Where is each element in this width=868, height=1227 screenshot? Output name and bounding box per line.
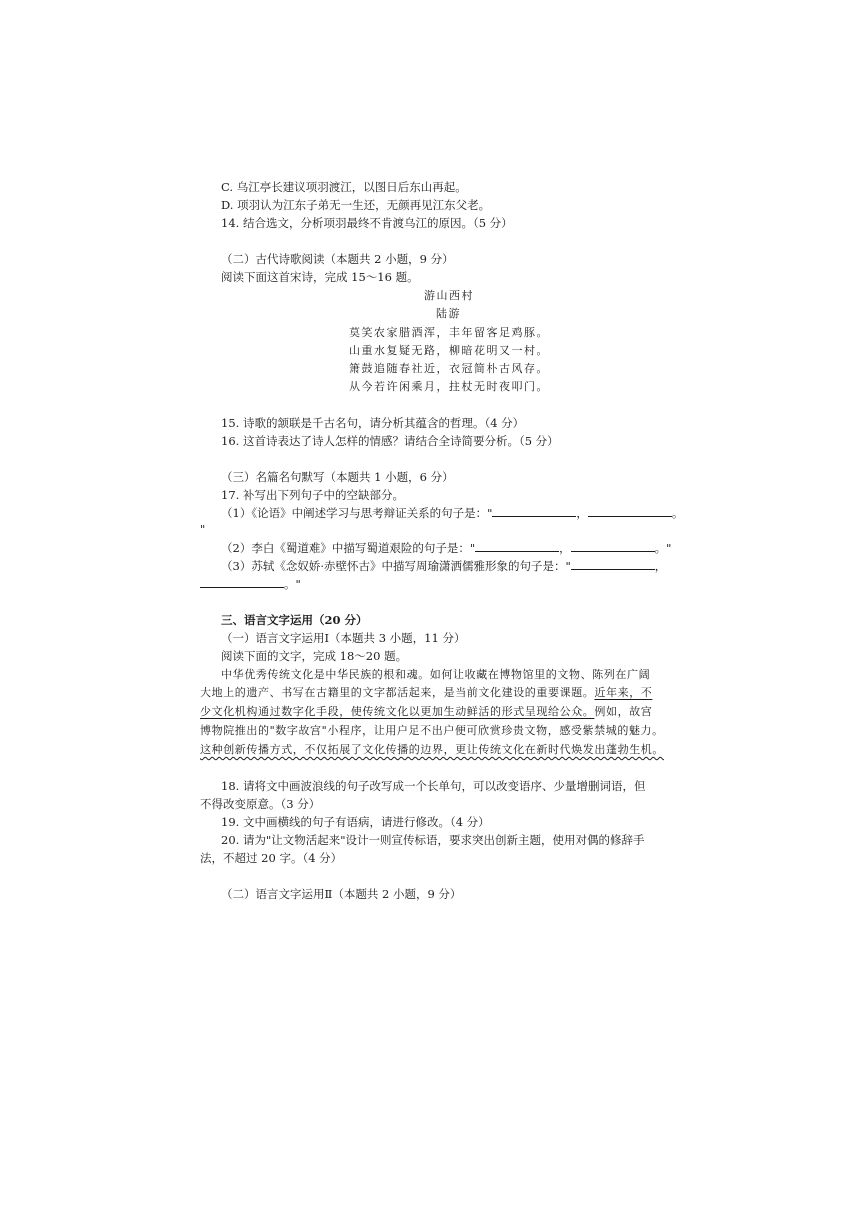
option-c: C. 乌江亭长建议项羽渡江，以图日后东山再起。 (221, 180, 467, 194)
language-sub2-heading: （二）语言文字运用Ⅱ（本题共 2 小题，9 分） (221, 887, 462, 901)
passage-text: 例如，故宫 (594, 705, 653, 718)
option-d: D. 项羽认为江东子弟无一生还，无颜再见江东父老。 (221, 198, 491, 212)
poem-line: 从今若许闲乘月，拄杖无时夜叩门。 (349, 380, 549, 393)
question-14: 14. 结合选文，分析项羽最终不肯渡乌江的原因。（5 分） (221, 216, 513, 230)
answer-blank[interactable] (571, 539, 655, 552)
answer-blank[interactable] (200, 575, 284, 588)
question-20-cont: 法，不超过 20 字。（4 分） (200, 851, 343, 865)
separator: ， (559, 541, 571, 555)
dictation-item-1 (221, 504, 683, 522)
poem-author: 陆游 (436, 307, 461, 320)
wavy-underlined-sentence: 这种创新传播方式，不仅拓展了文化传播的边界，更让传统文化在新时代焕发出蓬勃生机。 (200, 743, 664, 756)
passage-line: 博物院推出的"数字故宫"小程序，让用户足不出户便可欣赏珍贵文物，感受紫禁城的魅力。 (200, 724, 664, 737)
underlined-sentence: 近年来，不 (594, 686, 653, 699)
separator: ， (654, 559, 667, 573)
dictation-item-2-text: （2）李白《蜀道难》中描写蜀道艰险的句子是：" (221, 541, 476, 555)
passage-line (200, 684, 652, 702)
question-18: 18. 请将文中画波浪线的句子改写成一个长单句，可以改变语序、少量增删词语，但 (221, 779, 646, 793)
poetry-instruction: 阅读下面这首宋诗，完成 15～16 题。 (221, 270, 419, 284)
underlined-sentence: 少文化机构通过数字化手段，使传统文化以更加生动鲜活的形式呈现给公众。 (200, 705, 595, 718)
answer-blank[interactable] (588, 504, 672, 517)
question-18-cont: 不得改变原意。（3 分） (200, 797, 321, 811)
answer-blank[interactable] (492, 504, 576, 517)
end-mark: 。" (654, 541, 672, 555)
passage-line (200, 703, 652, 721)
dictation-item-1-close-quote: " (200, 522, 206, 536)
poem-line: 莫笑农家腊酒浑，丰年留客足鸡豚。 (349, 326, 549, 339)
dictation-item-3-cont (200, 575, 301, 593)
dictation-item-3 (221, 557, 666, 575)
poetry-section-heading: （二）古代诗歌阅读（本题共 2 小题，9 分） (221, 252, 454, 266)
question-16: 16. 这首诗表达了诗人怎样的情感？请结合全诗简要分析。（5 分） (221, 434, 559, 448)
language-instruction: 阅读下面的文字，完成 18～20 题。 (221, 649, 408, 663)
poem-line: 山重水复疑无路，柳暗花明又一村。 (349, 344, 549, 357)
dictation-item-1-text: （1）《论语》中阐述学习与思考辩证关系的句子是：" (221, 506, 493, 520)
passage-line: 中华优秀传统文化是中华民族的根和魂。如何让收藏在博物馆里的文物、陈列在广阔 (221, 668, 651, 681)
poem-line: 箫鼓追随春社近，衣冠简朴古风存。 (349, 362, 549, 375)
poem-title: 游山西村 (424, 289, 474, 302)
dictation-section-heading: （三）名篇名句默写（本题共 1 小题，6 分） (221, 470, 454, 484)
question-19: 19. 文中画横线的句子有语病，请进行修改。（4 分） (221, 815, 490, 829)
dictation-item-3-text: （3）苏轼《念奴娇·赤壁怀古》中描写周瑜潇洒儒雅形象的句子是：" (221, 559, 571, 573)
language-section-heading: 三、语言文字运用（20 分） (221, 613, 368, 627)
passage-text: 大地上的遗产、书写在古籍里的文字都活起来，是当前文化建设的重要课题。 (200, 686, 595, 699)
end-mark: 。 (671, 506, 684, 520)
separator: ， (576, 506, 588, 520)
answer-blank[interactable] (571, 557, 655, 570)
answer-blank[interactable] (475, 539, 559, 552)
end-mark: 。" (284, 577, 301, 591)
language-sub1-heading: （一）语言文字运用Ⅰ（本题共 3 小题，11 分） (221, 631, 466, 645)
question-20: 20. 请为"让文物活起来"设计一则宣传标语，要求突出创新主题，使用对偶的修辞手 (221, 833, 645, 847)
dictation-item-2 (221, 539, 671, 557)
question-17: 17. 补写出下列句子中的空缺部分。 (221, 488, 404, 502)
question-15: 15. 诗歌的颔联是千古名句，请分析其蕴含的哲理。（4 分） (221, 416, 525, 430)
